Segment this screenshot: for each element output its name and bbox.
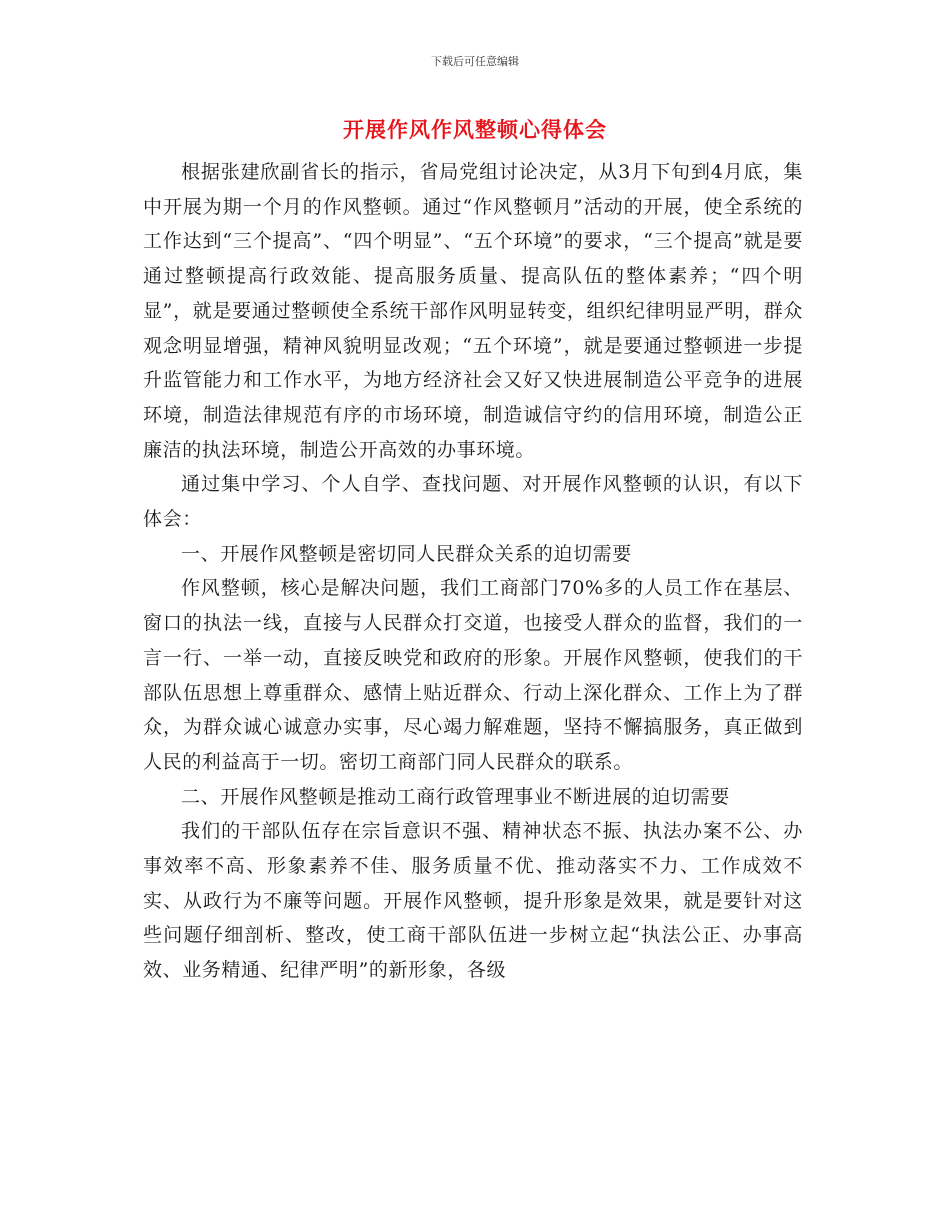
paragraph-section-1: 作风整顿，核心是解决问题，我们工商部门70%多的人员工作在基层、窗口的执法一线，直接与人民群众打交道，也接受人群众的监督，我们的一言一行、一举一动，直接反映党和政府的形象。开展作风整顿，使我们的干部队伍思想上尊重群众、感情上贴近群众、行动上深化群众、工作上为了群众，为群众诚心诚意办实事，尽心竭力解难题，坚持不懈搞服务，真正做到人民的利益高于一切。密切工商部门同人民群众的联系。 bbox=[143, 577, 803, 773]
document-title: 开展作风作风整顿心得体会 bbox=[343, 118, 607, 142]
section-heading-1: 一、开展作风整顿是密切同人民群众关系的迫切需要 bbox=[181, 542, 632, 565]
section-heading-2: 二、开展作风整顿是推动工商行政管理事业不断进展的迫切需要 bbox=[181, 785, 730, 808]
header-note: 下载后可任意编辑 bbox=[431, 55, 519, 68]
paragraph-section-2: 我们的干部队伍存在宗旨意识不强、精神状态不振、执法办案不公、办事效率不高、形象素养不佳、服务质量不优、推动落实不力、工作成效不实、从政行为不廉等问题。开展作风整顿，提升形象是效果，就是要针对这些问题仔细剖析、整改，使工商干部队伍进一步树立起“执法公正、办事高效、业务精通、纪律严明”的新形象，各级 bbox=[143, 820, 803, 982]
document-body bbox=[143, 155, 803, 988]
paragraph-lead-in: 通过集中学习、个人自学、查找问题、对开展作风整顿的认识，有以下体会： bbox=[143, 473, 803, 531]
paragraph-intro: 根据张建欣副省长的指示，省局党组讨论决定，从3月下旬到4月底，集中开展为期一个月的作风整顿。通过“作风整顿月”活动的开展，使全系统的工作达到“三个提高”、“四个明显”、“五个环境”的要求，“三个提高”就是要通过整顿提高行政效能、提高服务质量、提高队伍的整体素养；“四个明显”，就是要通过整顿使全系统干部作风明显转变，组织纪律明显严明，群众观念明显增强，精神风貌明显改观；“五个环境”，就是要通过整顿进一步提升监管能力和工作水平，为地方经济社会又好又快进展制造公平竞争的进展环境，制造法律规范有序的市场环境，制造诚信守约的信用环境，制造公正廉洁的执法环境，制造公开高效的办事环境。 bbox=[143, 161, 803, 461]
